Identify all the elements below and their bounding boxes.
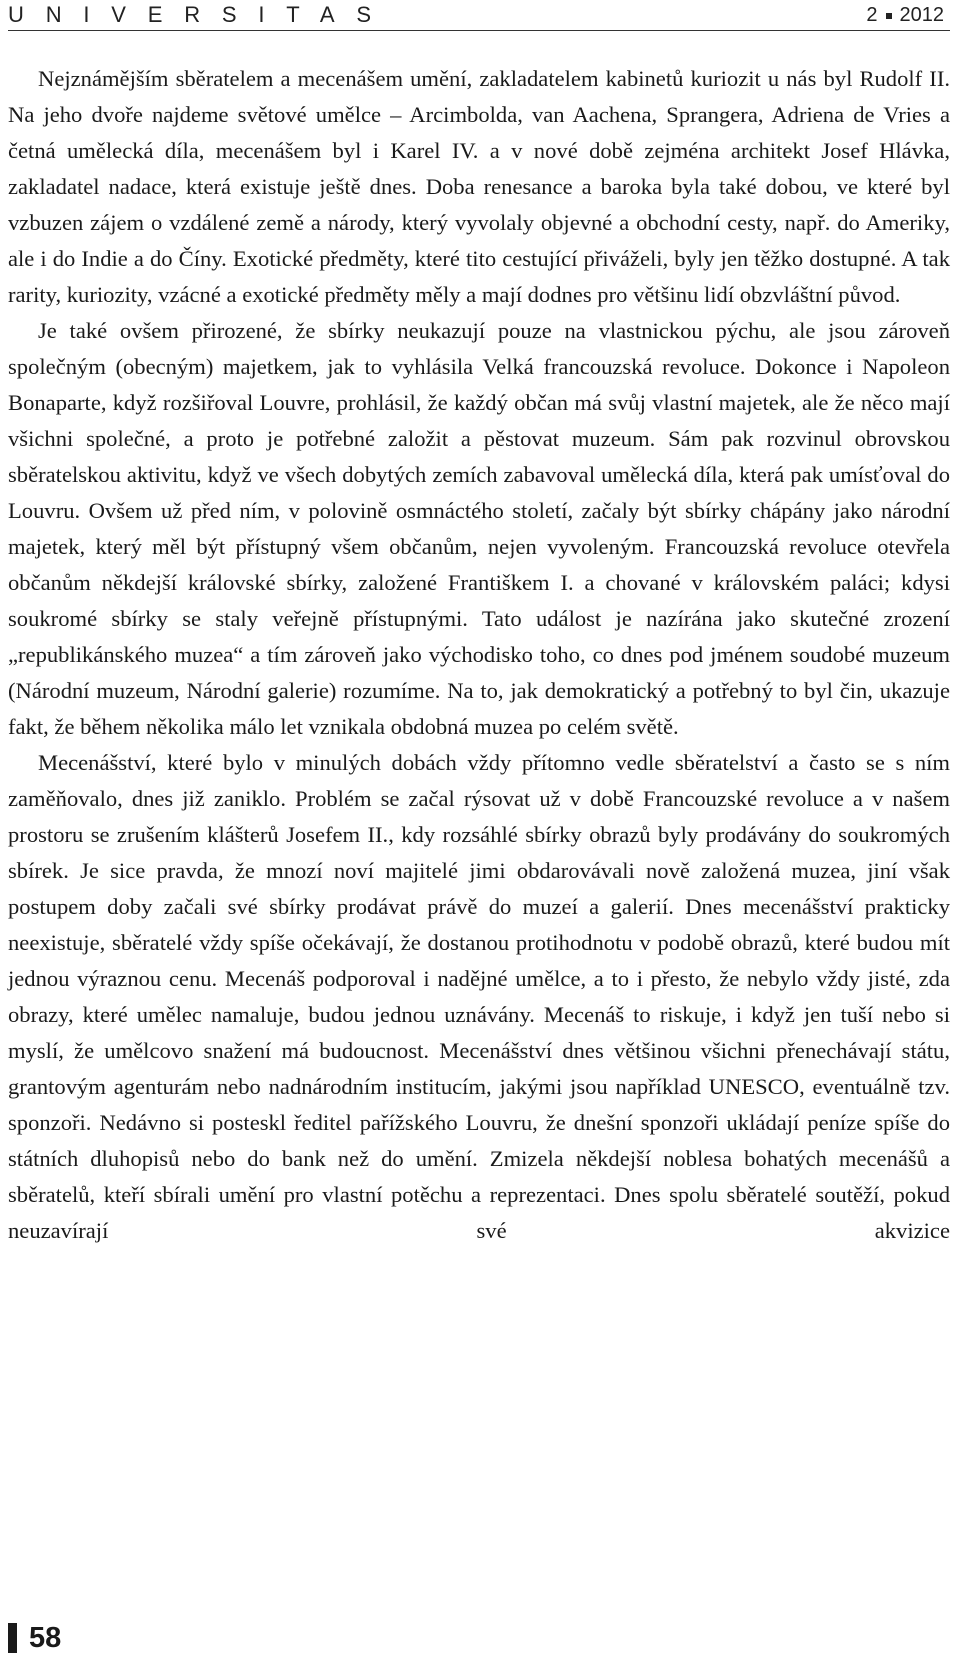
article-body xyxy=(8,61,950,1249)
issue-year: 2012 xyxy=(899,4,944,26)
header-rule xyxy=(8,30,950,31)
page-footer xyxy=(8,1618,61,1658)
page-header xyxy=(8,0,948,30)
issue-number: 2 xyxy=(866,4,878,26)
page-number: 58 xyxy=(29,1621,62,1654)
paragraph: Mecenášství, které bylo v minulých dobách vždy přítomno vedle sběratelství a často se s ním zaměňovalo, dnes již zaniklo. Problém se začal rýsovat už v době Francouzské revoluce a v našem prostoru se zrušením klášterů Josefem II., kdy rozsáhlé sbírky obrazů byly prodávány do soukromých sbírek. Je sice pravda, že mnozí noví majitelé jimi obdarovávali nově založená muzea, jiní však postupem doby začali své sbírky prodávat právě do muzeí a galerií. Dnes mecenášství prakticky neexistuje, sběratelé vždy spíše očekávají, že dostanou protihodnotu v podobě obrazů, které budou mít jednou výraznou cenu. Mecenáš podporoval i nadějné umělce, a to i přesto, že nebylo vždy jisté, zda obrazy, které umělec namaluje, budou jednou uznávány. Mecenáš to riskuje, i když jen tuší nebo si myslí, že umělcovo snažení má budoucnost. Mecenášství dnes většinou všichni přenechávají státu, grantovým agenturám nebo nadnárodním institucím, jakými jsou například UNESCO, eventuálně tzv. sponzoři. Nedávno si posteskl ředitel pařížského Louvru, že dnešní sponzoři ukládají peníze spíše do státních dluhopisů nebo do bank než do umění. Zmizela někdejší noblesa bohatých mecenášů a sběratelů, kteří sbírali umění pro vlastní potěchu a reprezentaci. Dnes spolu sběratelé soutěží, pokud neuzavírají své akvizice xyxy=(8,750,950,1243)
paragraph: Nejznámějším sběratelem a mecenášem umění, zakladatelem kabinetů kuriozit u nás byl Rudolf II. Na jeho dvoře najdeme světové umělce – Arcimbolda, van Aachena, Sprangera, Adriena de Vries a četná umělecká díla, mecenášem byl i Karel IV. a v nové době zejména architekt Josef Hlávka, zakladatel nadace, která existuje ještě dnes. Doba renesance a baroka byla také dobou, ve které byl vzbuzen zájem o vzdálené země a národy, který vyvolaly objevné a obchodní cesty, např. do Ameriky, ale i do Indie a do Číny. Exotické předměty, které tito cestující přiváželi, byly jen těžko dostupné. A tak rarity, kuriozity, vzácné a exotické předměty měly a mají dodnes pro většinu lidí obzvláštní původ. xyxy=(8,66,950,307)
journal-masthead: UNIVERSITAS xyxy=(8,2,393,27)
paragraph: Je také ovšem přirozené, že sbírky neukazují pouze na vlastnickou pýchu, ale jsou zároveň společným (obecným) majetkem, jak to vyhlásila Velká francouzská revoluce. Dokonce i Napoleon Bonaparte, když rozšiřoval Louvre, prohlásil, že každý občan má svůj vlastní majetek, ale že něco mají všichni společné, a proto je potřebné založit a pěstovat muzeum. Sám pak rozvinul obrovskou sběratelskou aktivitu, když ve všech dobytých zemích zabavoval umělecká díla, která pak umísťoval do Louvru. Ovšem už před ním, v polovině osmnáctého století, začaly být sbírky chápány jako národní majetek, který měl být přístupný všem občanům, nejen vyvoleným. Francouzská revoluce otevřela občanům někdejší královské sbírky, založené Františkem I. a chované v královském paláci; kdysi soukromé sbírky se staly veřejně přístupnými. Tato událost je nazírána jako skutečné zrození „republikánského muzea“ a tím zároveň jako východisko toho, co dnes pod jménem soudobé muzeum (Národní muzeum, Národní galerie) rozumíme. Na to, jak demokratický a potřebný to byl čin, ukazuje fakt, že během několika málo let vznikala obdobná muzea po celém světě. xyxy=(8,318,950,739)
square-bullet-icon xyxy=(886,13,892,19)
issue-label xyxy=(866,4,944,27)
page-marker-bar xyxy=(8,1623,17,1653)
